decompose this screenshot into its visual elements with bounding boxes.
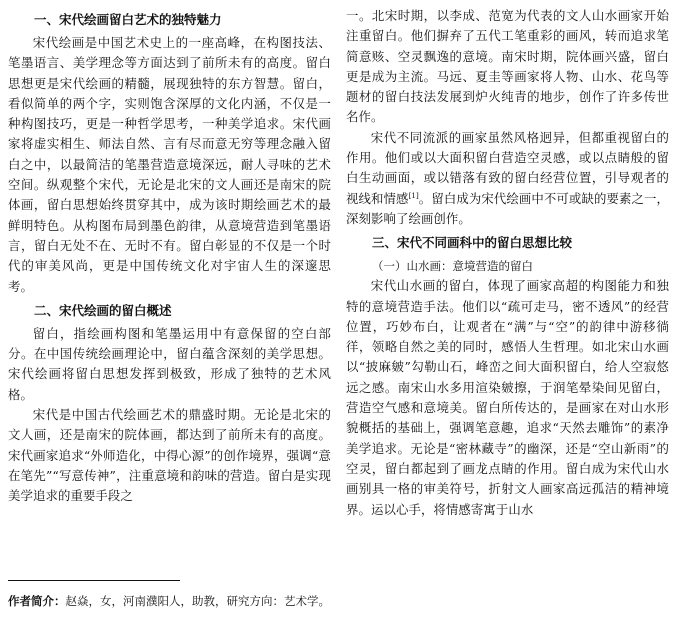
subsection-heading-landscape: （一）山水画：意境营造的留白 [372, 259, 533, 274]
right-column [346, 6, 669, 520]
author-bio-footnote [8, 593, 330, 609]
footnote-divider [8, 580, 180, 581]
author-bio-text: 赵焱，女，河南濮阳人，助教，研究方向：艺术学。 [65, 594, 330, 608]
paragraph-section2-3-text-b: 。留白成为宋代绘画中不可或缺的要素之一，深刻影响了绘画创作。 [346, 190, 670, 226]
citation-mark: [1] [408, 191, 419, 200]
author-bio-label: 作者简介： [8, 594, 66, 608]
section-heading-2: 二、宋代绘画的留白概述 [34, 302, 172, 318]
paragraph-section2-3 [346, 128, 669, 229]
paragraph-section2-2-continued: 一。北宋时期，以李成、范宽为代表的文人山水画家开始注重留白。他们摒弃了五代工笔重彩的画风，转而追求笔简意赅、空灵飘逸的意境。南宋时期，院体画兴盛，留白更是成为主流。马远、夏圭等画家将人物、山水、花鸟等题材的留白技法发展到炉火纯青的地步，创作了许多传世名作。 [346, 8, 669, 125]
paragraph-section3-1: 宋代山水画的留白，体现了画家高超的构图能力和独特的意境营造手法。他们以“疏可走马，密不透风”的经营位置，巧妙布白，让观者在“满”与“空”的韵律中游移徜徉，领略自然之美的同时，感悟人生哲理。如北宋山水画以“披麻皴”勾勒山石，峰峦之间大面积留白，给人空寂悠远之感。南宋山水多用渲染皴擦，于润笔晕染间见留白，营造空气感和意境美。留白所传达的，是画家在对山水形貌概括的基础上，强调笔意趣，追求“天然去雕饰”的素净美学追求。无论是“密林藏寺”的幽深，还是“空山新雨”的空灵，留白都起到了画龙点睛的作用。留白成为宋代山水画别具一格的审美符号，折射文人画家高远孤洁的精神境界。运以心手，将情感寄寓于山水 [346, 278, 669, 517]
paragraph-section2-2: 宋代是中国古代绘画艺术的鼎盛时期。无论是北宋的文人画，还是南宋的院体画，都达到了前所未有的高度。宋代画家追求“外师造化，中得心源”的创作境界，强调“意在笔先”“写意传神”，注重意境和韵味的营造。留白是实现美学追求的重要手段之 [8, 407, 331, 504]
left-column [8, 6, 331, 507]
section-heading-3: 三、宋代不同画科中的留白思想比较 [372, 235, 573, 251]
section-heading-1: 一、宋代绘画留白艺术的独特魅力 [34, 12, 222, 27]
paragraph-section1-1: 宋代绘画是中国艺术史上的一座高峰，在构图技法、笔墨语言、美学理念等方面达到了前所未有的高度。留白思想更是宋代绘画的精髓，展现独特的东方智慧。留白，看似简单的两个字，实则饱含深厚的文化内涵，不仅是一种构图技巧，更是一种哲学思考，一种美学追求。宋代画家将虚实相生、师法自然、言有尽而意无穷等理念融入留白之中，以最简洁的笔墨营造意境深远，耐人寻味的艺术空间。纵观整个宋代，无论是北宋的文人画还是南宋的院体画，留白思想始终贯穿其中，成为该时期绘画艺术的最鲜明特色。从构图布局到墨色韵律，从意境营造到笔墨语言，留白无处不在、无时不有。留白彰显的不仅是一个时代的审美风尚，更是中国传统文化对宇宙人生的深邃思考。 [8, 35, 331, 294]
paragraph-section2-1: 留白，指绘画构图和笔墨运用中有意保留的空白部分。在中国传统绘画理论中，留白蕴含深刻的美学思想。宋代绘画将留白思想发挥到极致，形成了独特的艺术风格。 [8, 325, 331, 402]
paragraph-section2-3-text-a: 宋代不同流派的画家虽然风格迥异，但都重视留白的作用。他们或以大面积留白营造空灵感，或以点睛般的留白生动画面，或以错落有致的留白经营位置，引导观者的视线和情感 [346, 129, 669, 206]
